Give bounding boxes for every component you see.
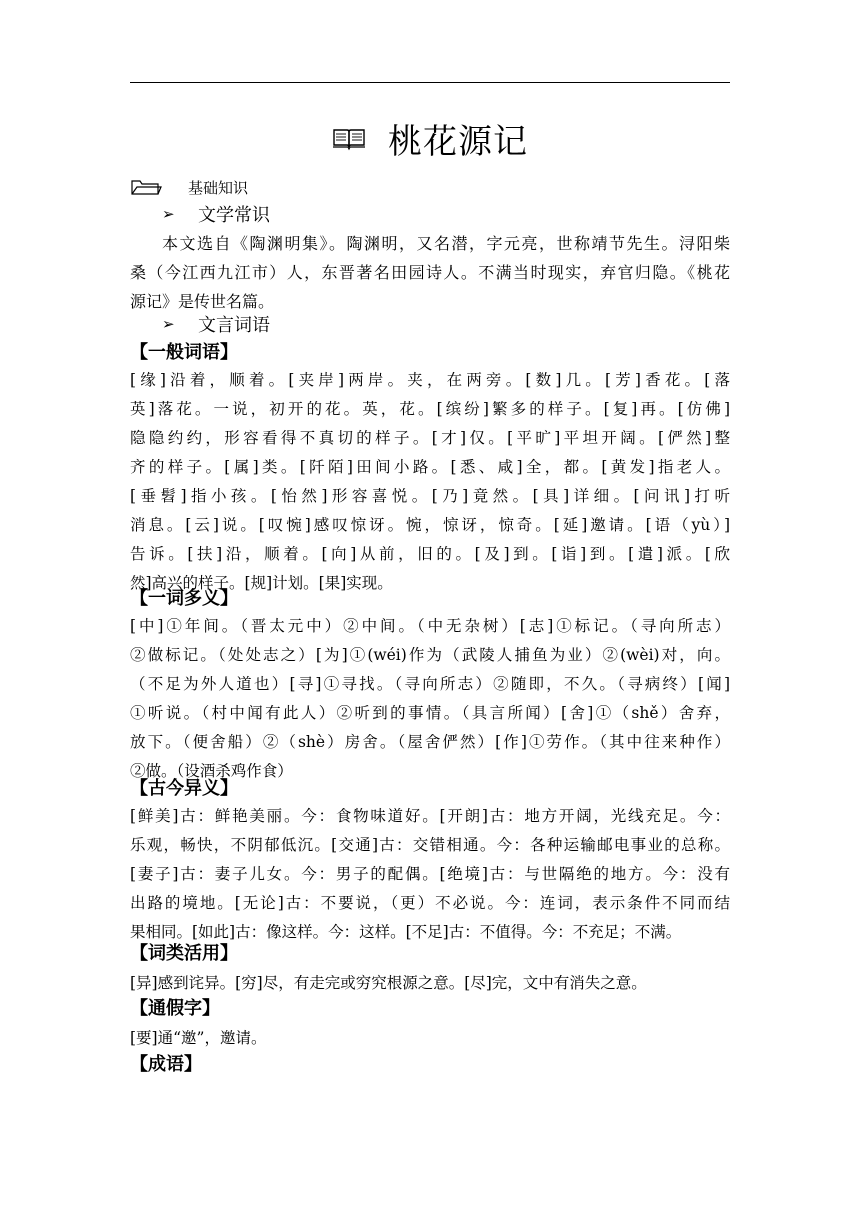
text-line: [妻子]古：妻子儿女。今：男子的配偶。[绝境]古：与世隔绝的地方。今：没有 bbox=[130, 865, 730, 883]
subsection-literature bbox=[162, 201, 270, 227]
general-words-block bbox=[130, 366, 730, 598]
text-line: [缘]沿着，顺着。[夹岸]两岸。夹，在两旁。[数]几。[芳]香花。[落 bbox=[130, 371, 730, 389]
text-line: （不足为外人道也）[寻]①寻找。（寻向所志）②随即，不久。（寻病终）[闻] bbox=[130, 675, 730, 693]
text-line: [要]通“邀”，邀请。 bbox=[130, 1029, 267, 1047]
text-line: 齐的样子。[属]类。[阡陌]田间小路。[悉、咸]全，都。[黄发]指老人。 bbox=[130, 458, 730, 476]
title-row bbox=[130, 112, 730, 164]
text-line: [垂髫]指小孩。[怡然]形容喜悦。[乃]竟然。[具]详细。[问讯]打听 bbox=[130, 487, 730, 505]
heading-general-words: 【一般词语】 bbox=[130, 342, 238, 363]
arrow-bullet-icon: ➢ bbox=[162, 205, 175, 223]
arrow-bullet-icon: ➢ bbox=[162, 315, 175, 333]
heading-ancient-modern: 【古今异义】 bbox=[130, 778, 238, 799]
text-line: [异]感到诧异。[穷]尽，有走完或穷究根源之意。[尽]完，文中有消失之意。 bbox=[130, 974, 647, 992]
text-line: 隐隐约约，形容看得不真切的样子。[才]仅。[平旷]平坦开阔。[俨然]整 bbox=[130, 429, 730, 447]
folder-icon bbox=[130, 178, 162, 196]
text-line: 放下。（便舍船）②（shè）房舍。（屋舍俨然）[作]①劳作。（其中往来种作） bbox=[130, 733, 730, 751]
heading-loan-characters: 【通假字】 bbox=[130, 998, 220, 1019]
intro-line: 本文选自《陶渊明集》。陶渊明，又名潜，字元亮，世称靖节先生。浔阳柴 bbox=[162, 234, 730, 253]
text-line: ②做。（设酒杀鸡作食） bbox=[130, 762, 293, 780]
text-line: 乐观，畅快，不阴郁低沉。[交通]古：交错相通。今：各种运输邮电事业的总称。 bbox=[130, 836, 730, 854]
section-heading bbox=[130, 176, 248, 198]
text-line: 告诉。[扶]沿，顺着。[向]从前，旧的。[及]到。[诣]到。[遣]派。[欣 bbox=[130, 545, 730, 563]
loan-characters-block bbox=[130, 1024, 730, 1053]
top-rule bbox=[130, 82, 730, 83]
text-line: [鲜美]古：鲜艳美丽。今：食物味道好。[开朗]古：地方开阔，光线充足。今： bbox=[130, 807, 730, 825]
text-line: 英]落花。一说，初开的花。英，花。[缤纷]繁多的样子。[复]再。[仿佛] bbox=[130, 400, 730, 418]
text-line: ①听说。（村中闻有此人）②听到的事情。（具言所闻）[舍]①（shě）舍弃， bbox=[130, 704, 730, 722]
section-label: 基础知识 bbox=[188, 178, 249, 197]
subsection-vocabulary bbox=[162, 311, 270, 337]
text-line: ②做标记。（处处志之）[为]①(wéi)作为（武陵人捕鱼为业）②(wèi)对，向。 bbox=[130, 646, 730, 664]
text-line: [中]①年间。（晋太元中）②中间。（中无杂树）[志]①标记。（寻向所志） bbox=[130, 617, 730, 635]
text-line: 出路的境地。[无论]古：不要说，（更）不必说。今：连词，表示条件不同而结 bbox=[130, 894, 730, 912]
text-line: 然]高兴的样子。[规]计划。[果]实现。 bbox=[130, 574, 393, 592]
word-class-block bbox=[130, 969, 730, 998]
heading-polysemy: 【一词多义】 bbox=[130, 588, 238, 609]
intro-paragraph bbox=[130, 229, 730, 316]
text-line: 消息。[云]说。[叹惋]感叹惊讶。惋，惊讶，惊奇。[延]邀请。[语（yù）] bbox=[130, 516, 730, 534]
page-title: 桃花源记 bbox=[388, 121, 528, 162]
book-icon bbox=[332, 125, 366, 151]
intro-line: 源记》是传世名篇。 bbox=[130, 292, 275, 311]
intro-line: 桑（今江西九江市）人，东晋著名田园诗人。不满当时现实，弃官归隐。《桃花 bbox=[130, 263, 730, 282]
heading-idioms: 【成语】 bbox=[130, 1054, 202, 1075]
subsection-label: 文言词语 bbox=[198, 315, 270, 336]
polysemy-block bbox=[130, 612, 730, 786]
ancient-modern-block bbox=[130, 802, 730, 947]
heading-word-class: 【词类活用】 bbox=[130, 943, 238, 964]
text-line: 果相同。[如此]古：像这样。今：这样。[不足]古：不值得。今：不充足；不满。 bbox=[130, 923, 682, 941]
subsection-label: 文学常识 bbox=[198, 205, 270, 226]
